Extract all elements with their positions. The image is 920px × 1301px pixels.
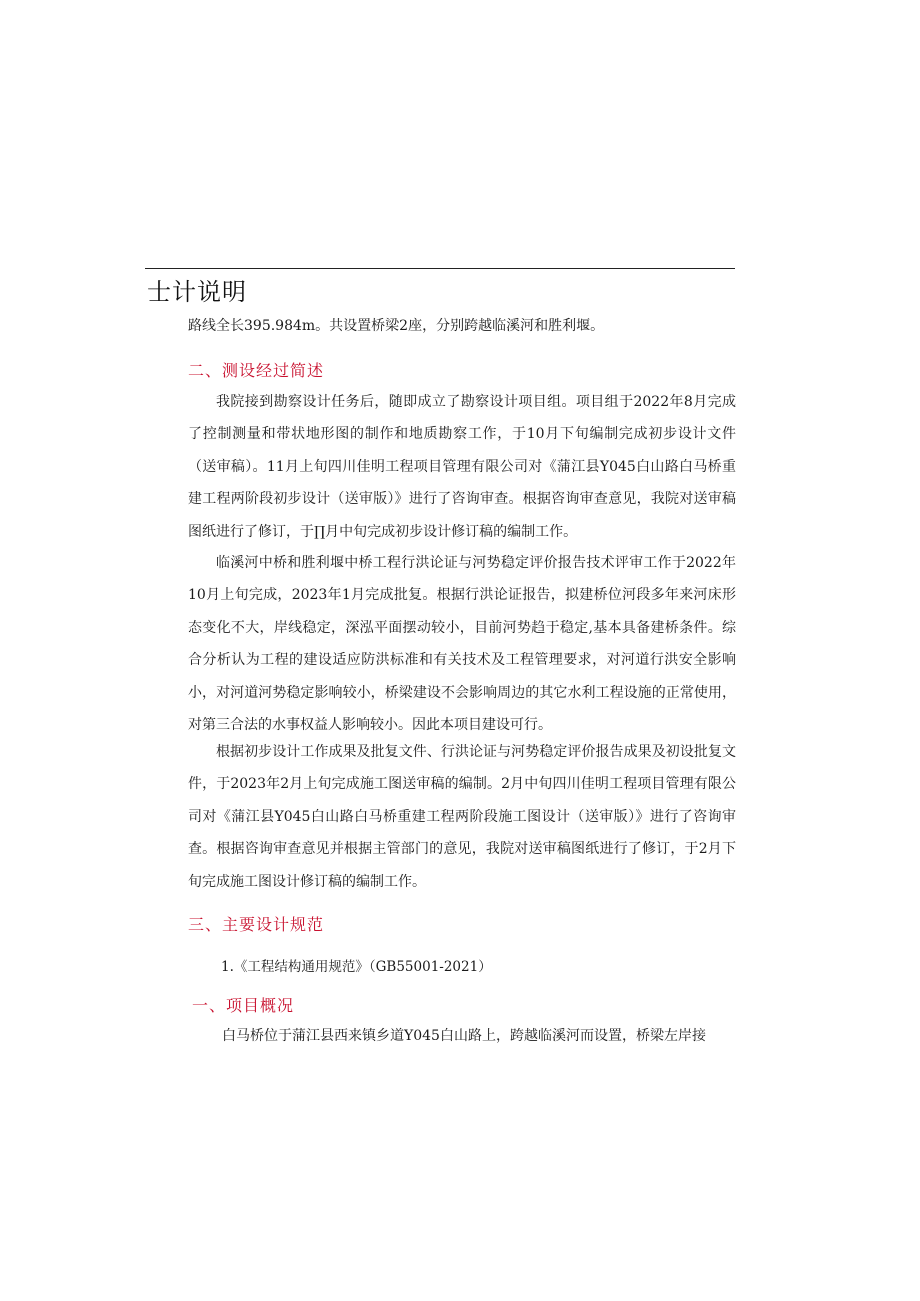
section-2-paragraph-3: 根据初步设计工作成果及批复文件、行洪论证与河势稳定评价报告成果及初设批复文件，于2023年2月上旬完成施工图送审稿的编制。2月中旬四川佳明工程项目管理有限公司对《蒲江县Y045白山路白马桥重建工程两阶段施工图设计（送审版）》进行了咨询审查。根据咨询审查意见并根据主管部门的意见，我院对送审稿图纸进行了修订，于2月下旬完成施工图设计修订稿的编制工作。 [188,744,736,890]
intro-line: 路线全长395.984m。共设置桥梁2座，分别跨越临溪河和胜利堰。 [188,318,605,334]
page-title: 士计说明 [147,278,247,306]
section-3-heading: 三、主要设计规范 [188,915,325,934]
spec-item-1: 1.《工程结构通用规范》（GB55001-2021） [221,959,492,975]
header-rule [145,268,735,269]
section-2-heading: 二、测设经过简述 [188,361,325,380]
section-1-heading: 一、项目概况 [192,996,295,1015]
section-2-paragraph-1: 我院接到勘察设计任务后，随即成立了勘察设计项目组。项目组于2022年8月完成了控制测量和带状地形图的制作和地质勘察工作，于10月下旬编制完成初步设计文件（送审稿）。11月上旬四川佳明工程项目管理有限公司对《蒲江县Y045白山路白马桥重建工程两阶段初步设计（送审版）》进行了咨询审查。根据咨询审查意见，我院对送审稿图纸进行了修订，于∏月中旬完成初步设计修订稿的编制工作。 [188,394,736,540]
section-1-paragraph-1: 白马桥位于蒲江县西来镇乡道Y045白山路上，跨越临溪河而设置，桥梁左岸接 [222,1028,706,1044]
section-2-paragraph-2: 临溪河中桥和胜利堰中桥工程行洪论证与河势稳定评价报告技术评审工作于2022年10月上旬完成，2023年1月完成批复。根据行洪论证报告，拟建桥位河段多年来河床形态变化不大，岸线稳定，深泓平面摆动较小，目前河势趋于稳定,基本具备建桥条件。综合分析认为工程的建设适应防洪标准和有关技术及工程管理要求，对河道行洪安全影响小，对河道河势稳定影响较小，桥梁建设不会影响周边的其它水利工程设施的正常使用，对第三合法的水事权益人影响较小。因此本项目建设可行。 [188,555,736,734]
